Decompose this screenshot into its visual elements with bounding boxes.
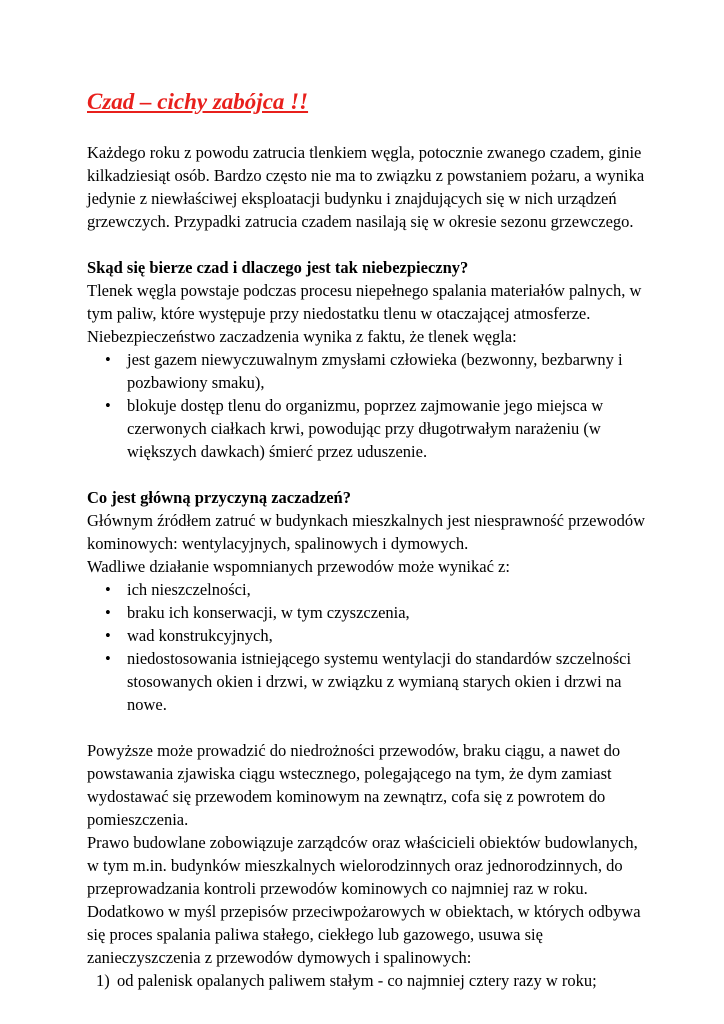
bullet-list (87, 348, 647, 463)
section-heading: Skąd się bierze czad i dlaczego jest tak niebezpieczny? (87, 258, 469, 277)
paragraph: Niebezpieczeństwo zaczadzenia wynika z faktu, że tlenek węgla: (87, 327, 517, 346)
item-number: 1) (96, 971, 110, 990)
bullet-list (87, 578, 647, 716)
section-origin-danger (87, 256, 647, 463)
bullet-item: • ich nieszczelności, (127, 578, 647, 601)
paragraph: Tlenek węgla powstaje podczas procesu niepełnego spalania materiałów palnych, w tym paliw, które występuje przy niedostatku tlenu w otaczającej atmosferze. (87, 281, 642, 323)
item-text: od palenisk opalanych paliwem stałym - co najmniej cztery razy w roku; (117, 971, 597, 990)
paragraph: Wadliwe działanie wspomnianych przewodów może wynikać z: (87, 557, 510, 576)
document-title: Czad – cichy zabójca !! (87, 89, 309, 114)
paragraph: Prawo budowlane zobowiązuje zarządców oraz właścicieli obiektów budowlanych, w tym m.in. budynków mieszkalnych wielorodzinnych oraz jednorodzinnych, do przeprowadzania kontroli przewodów kominowych co najmniej raz w roku. (87, 833, 638, 898)
bullet-item: • wad konstrukcyjnych, (127, 624, 647, 647)
bullet-item: • blokuje dostęp tlenu do organizmu, poprzez zajmowanie jego miejsca w czerwonych ciałkach krwi, powodując przy długotrwałym narażeniu (w większych dawkach) śmierć przez uduszenie. (127, 394, 647, 463)
intro-paragraph: Każdego roku z powodu zatrucia tlenkiem węgla, potocznie zwanego czadem, ginie kilkadziesiąt osób. Bardzo często nie ma to związku z powstaniem pożaru, a wynika jedynie z niewłaściwej eksploatacji budynku i znajdujących się w nich urządzeń grzewczych. Przypadki zatrucia czadem nasilają się w okresie sezonu grzewczego. (87, 143, 645, 231)
paragraph: Głównym źródłem zatruć w budynkach mieszkalnych jest niesprawność przewodów kominowych: wentylacyjnych, spalinowych i dymowych. (87, 511, 646, 553)
bullet-item: • jest gazem niewyczuwalnym zmysłami człowieka (bezwonny, bezbarwny i pozbawiony smaku), (127, 348, 647, 394)
bullet-item: • niedostosowania istniejącego systemu wentylacji do standardów szczelności stosowanych okien i drzwi, w związku z wymianą starych okien i drzwi na nowe. (127, 647, 647, 716)
section-heading: Co jest główną przyczyną zaczadzeń? (87, 488, 351, 507)
numbered-item (96, 969, 647, 992)
paragraph: Powyższe może prowadzić do niedrożności przewodów, braku ciągu, a nawet do powstawania zjawiska ciągu wstecznego, polegającego na tym, że dym zamiast wydostawać się przewodem kominowym na zewnątrz, cofa się z powrotem do pomieszczenia. (87, 741, 621, 829)
bullet-item: • braku ich konserwacji, w tym czyszczenia, (127, 601, 647, 624)
document-content (87, 88, 647, 992)
section-main-cause (87, 486, 647, 716)
paragraph: Dodatkowo w myśl przepisów przeciwpożarowych w obiektach, w których odbywa się proces spalania paliwa stałego, ciekłego lub gazowego, usuwa się zanieczyszczenia z przewodów dymowych i spalinowych: (87, 902, 641, 967)
section-consequences-law (87, 739, 647, 992)
numbered-list (87, 969, 647, 992)
